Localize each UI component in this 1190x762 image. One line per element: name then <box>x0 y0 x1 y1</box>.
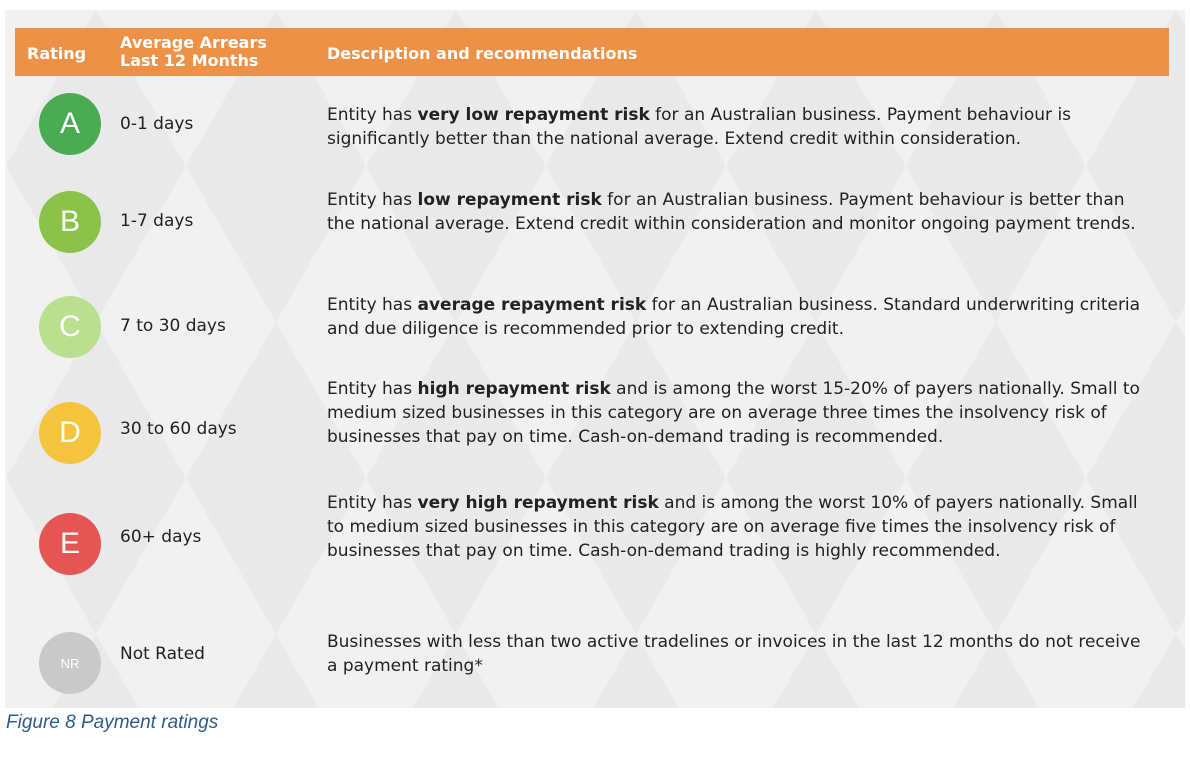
arrears-days: 60+ days <box>120 527 202 547</box>
rating-row-nr <box>15 606 1169 706</box>
figure-caption: Figure 8 Payment ratings <box>6 712 219 733</box>
arrears-days: Not Rated <box>120 644 205 664</box>
ratings-table <box>5 10 1185 708</box>
row-description: Entity has high repayment risk and is among the worst 15-20% of payers nationally. Small to medium sized businesses in this category are on average three times the insolvency risk of businesses that pay on time. Cash-on-demand trading is recommended. <box>327 379 1140 447</box>
rating-badge-e: E <box>39 513 101 575</box>
header-rating: Rating <box>27 44 87 63</box>
rating-badge-a: A <box>39 93 101 155</box>
arrears-days: 1-7 days <box>120 211 194 231</box>
row-description: Entity has low repayment risk for an Australian business. Payment behaviour is better than the national average. Extend credit within consideration and monitor ongoing payment trends. <box>327 190 1136 234</box>
rating-row-b <box>15 171 1169 285</box>
row-description: Entity has very low repayment risk for an Australian business. Payment behaviour is significantly better than the national average. Extend credit within consideration. <box>327 105 1072 149</box>
row-description: Entity has very high repayment risk and is among the worst 10% of payers nationally. Small to medium sized businesses in this category are on average five times the insolvency risk of businesses that pay on time. Cash-on-demand trading is highly recommended. <box>327 493 1138 561</box>
rating-badge-d: D <box>39 402 101 464</box>
header-arrears: Average Arrears Last 12 Months <box>120 33 267 70</box>
rating-badge-nr: NR <box>39 632 101 694</box>
header-description: Description and recommendations <box>327 44 638 63</box>
rating-row-d <box>15 375 1169 482</box>
rating-row-a <box>15 76 1169 171</box>
arrears-days: 7 to 30 days <box>120 316 226 336</box>
arrears-days: 0-1 days <box>120 114 194 134</box>
rating-row-e <box>15 482 1169 606</box>
table-header <box>15 28 1169 76</box>
rating-row-c <box>15 285 1169 375</box>
row-description: Businesses with less than two active tradelines or invoices in the last 12 months do not receive a payment rating* <box>327 632 1141 676</box>
row-description: Entity has average repayment risk for an Australian business. Standard underwriting criteria and due diligence is recommended prior to extending credit. <box>327 295 1141 339</box>
rating-badge-c: C <box>39 296 101 358</box>
rating-badge-b: B <box>39 191 101 253</box>
arrears-days: 30 to 60 days <box>120 419 237 439</box>
